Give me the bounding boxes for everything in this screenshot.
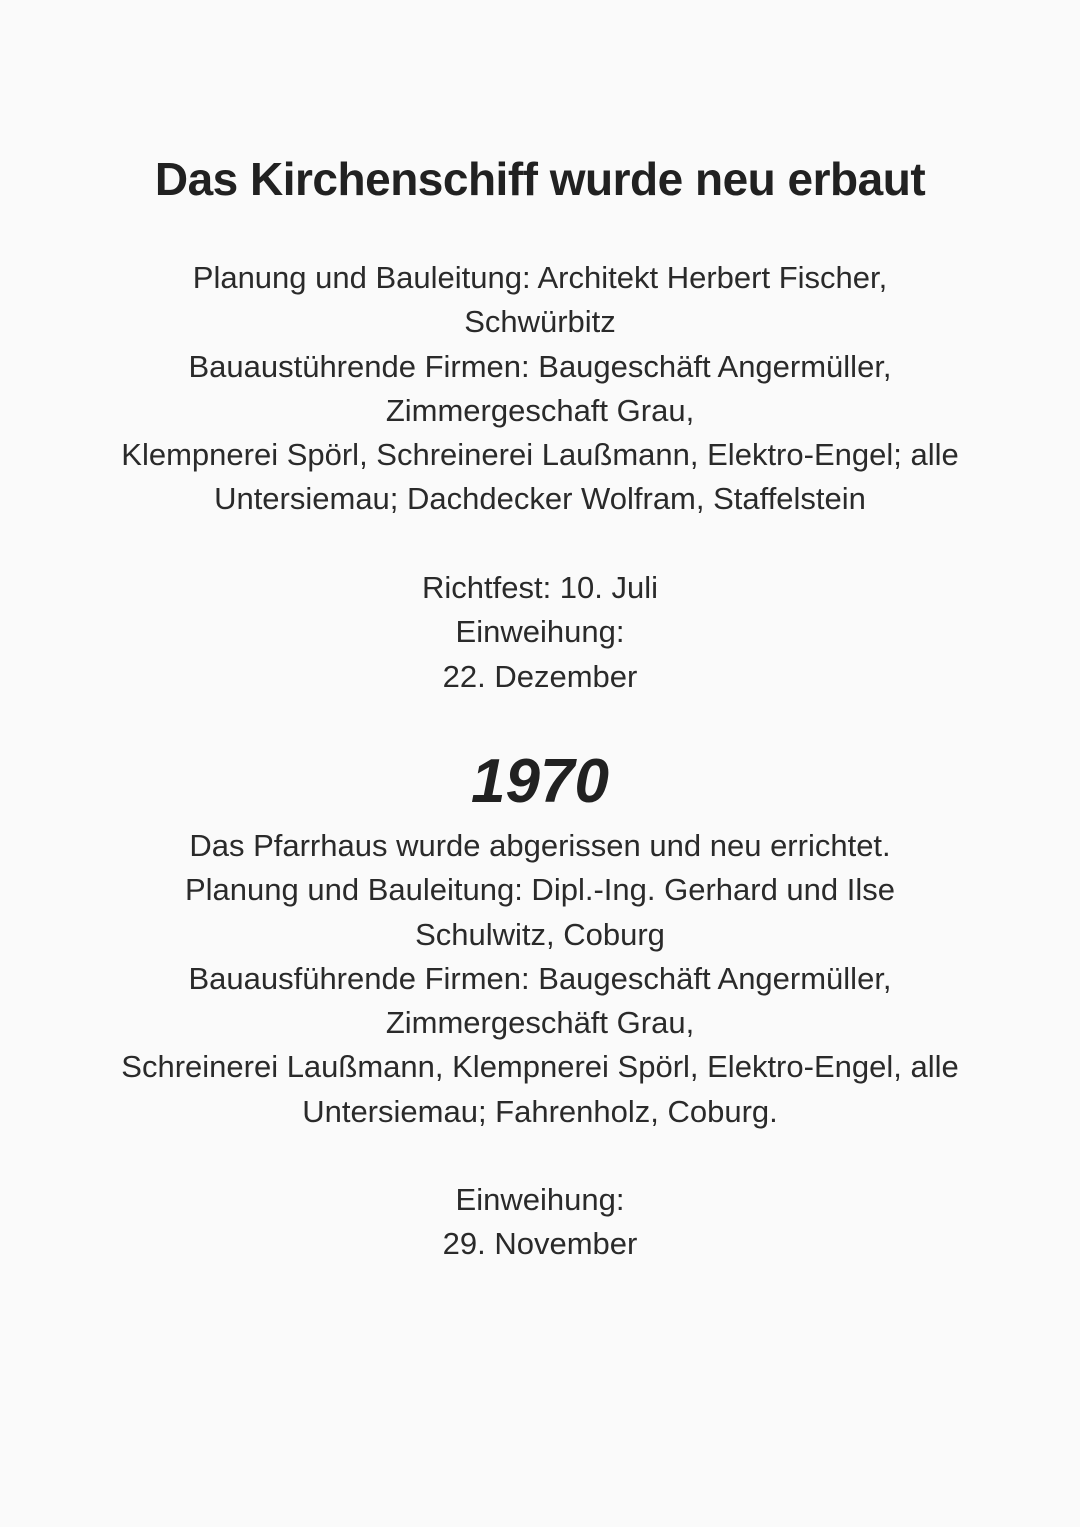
year-heading: 1970 [471,747,609,816]
section-title: Das Kirchenschiff wurde neu erbaut [154,153,926,205]
einweihung-date: 29. November [442,1226,638,1262]
text-line: Untersiemau; Fahrenholz, Coburg. [302,1093,778,1129]
construction-details-1970 [80,824,1000,1134]
event-dates-1 [80,566,1000,699]
text-line: Zimmergeschäft Grau, [385,1005,695,1041]
text-line: Planung und Bauleitung: Dipl.-Ing. Gerhard und Ilse [184,872,896,908]
text-line: Bauausführende Firmen: Baugeschäft Angermüller, [188,960,892,996]
text-line: Schulwitz, Coburg [415,916,665,952]
construction-details-1969 [80,256,1000,522]
text-line: Untersiemau; Dachdecker Wolfram, Staffelstein [214,481,866,517]
text-line: Planung und Bauleitung: Architekt Herbert Fischer, [192,260,888,295]
event-dates-2 [80,1178,1000,1267]
text-line: Bauaustührende Firmen: Baugeschäft Angermüller, [188,348,892,384]
text-line: Das Pfarrhaus wurde abgerissen und neu errichtet. [189,828,891,863]
einweihung-label: Einweihung: [455,614,625,650]
einweihung-date: 22. Dezember [442,658,638,694]
text-line: Klempnerei Spörl, Schreinerei Laußmann, Elektro-Engel; alle [121,437,959,473]
text-line: Zimmergeschaft Grau, [385,392,695,428]
text-line: Schreinerei Laußmann, Klempnerei Spörl, Elektro-Engel, alle [121,1049,959,1085]
einweihung-label: Einweihung: [455,1182,625,1217]
richtfest-line: Richtfest: 10. Juli [421,570,659,605]
text-line: Schwürbitz [464,304,616,340]
